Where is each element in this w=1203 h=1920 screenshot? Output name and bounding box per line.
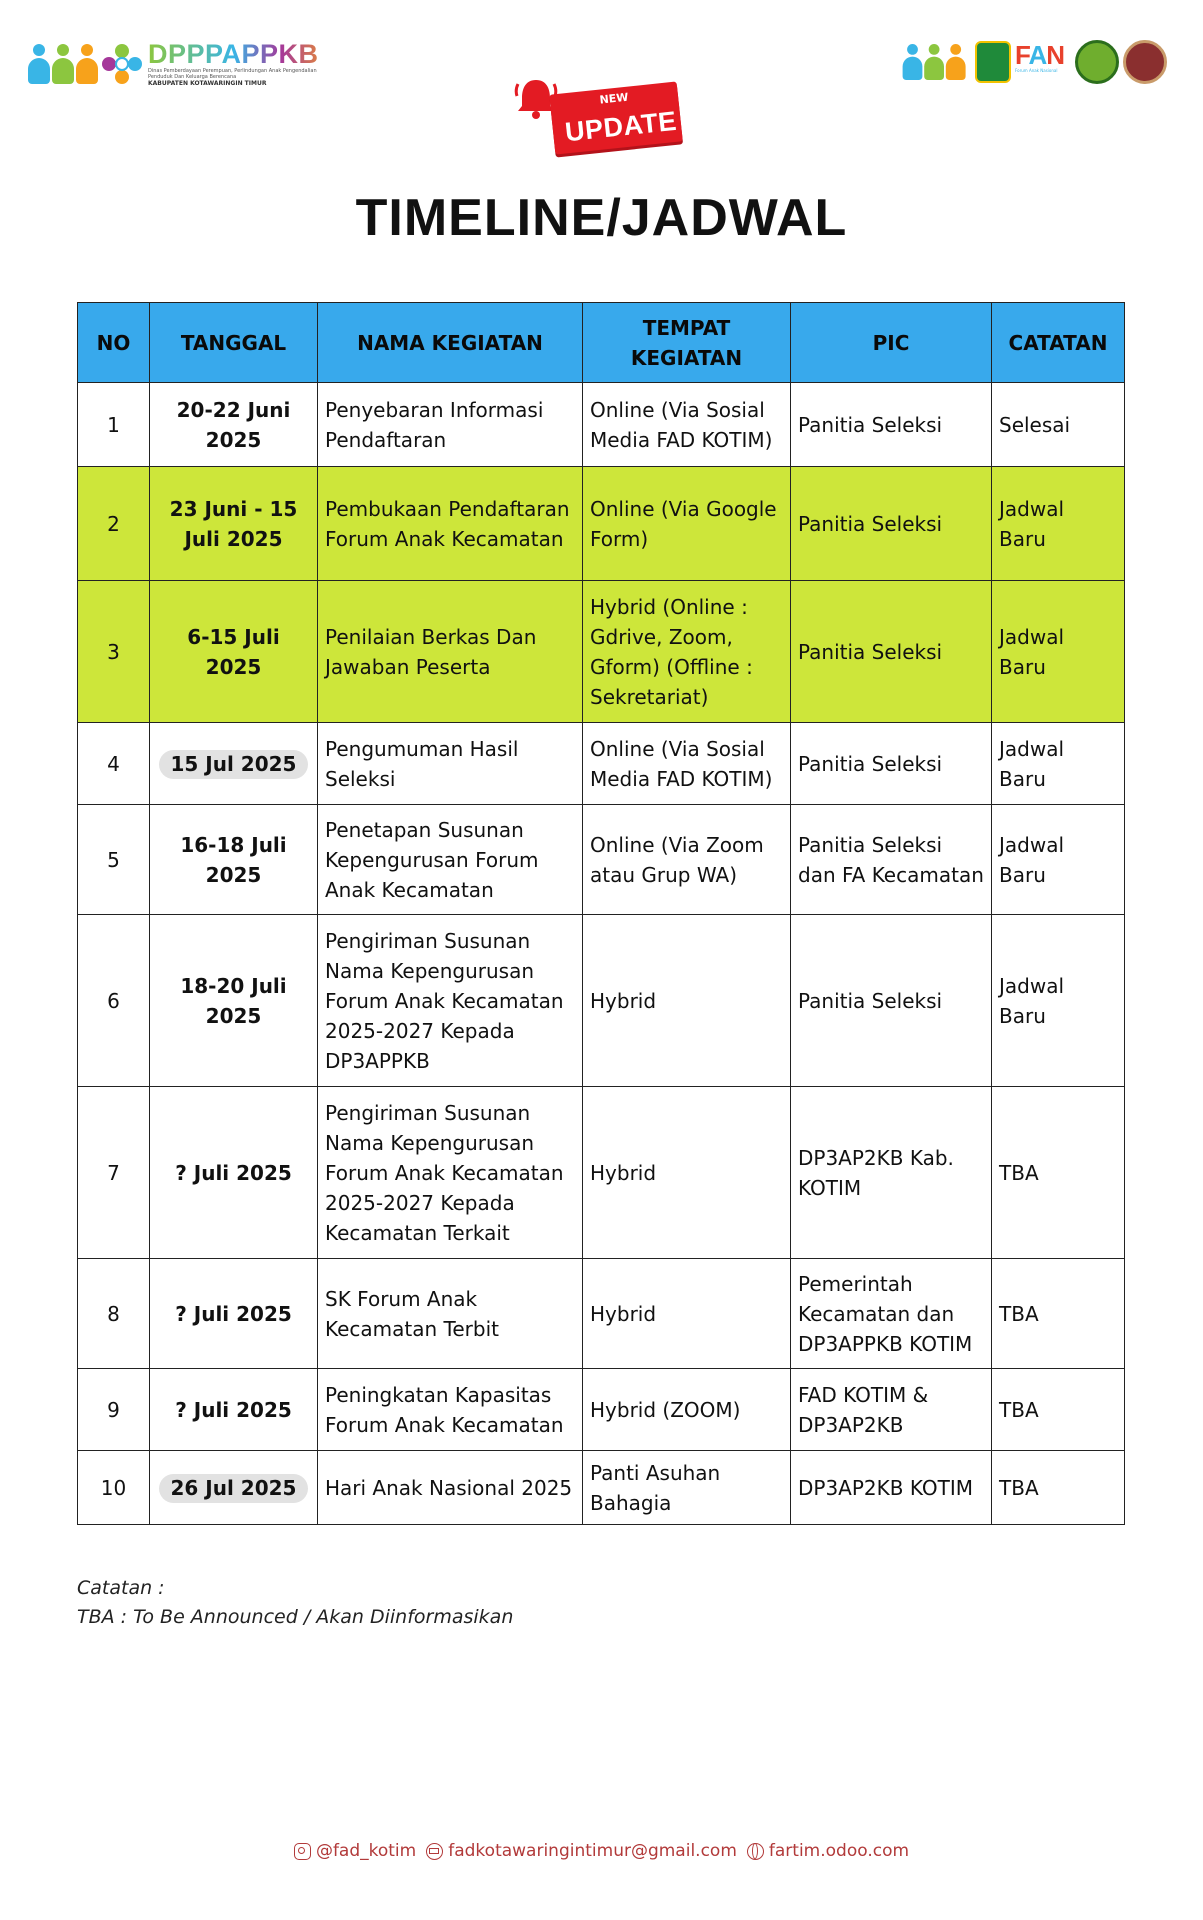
cell-tempat: Panti Asuhan Bahagia xyxy=(583,1451,791,1525)
notes-text: TBA : To Be Announced / Akan Diinformasikan xyxy=(77,1606,514,1628)
table-row xyxy=(78,383,1125,467)
cell-kegiatan: Pengiriman Susunan Nama Kepengurusan Forum Anak Kecamatan 2025-2027 Kepada DP3APPKB xyxy=(318,915,583,1087)
brand-subtitle: Dinas Pemberdayaan Perempuan, Perlindungan Anak Pengendalian Penduduk Dan Keluarga Berencana xyxy=(148,68,317,80)
cell-pic: Panitia Seleksi xyxy=(791,915,992,1087)
cell-no: 6 xyxy=(78,915,150,1087)
cell-no: 4 xyxy=(78,723,150,805)
cell-kegiatan: SK Forum Anak Kecamatan Terbit xyxy=(318,1259,583,1369)
cell-kegiatan: Peningkatan Kapasitas Forum Anak Kecamatan xyxy=(318,1369,583,1451)
column-header-nama-kegiatan: NAMA KEGIATAN xyxy=(318,303,583,383)
cell-catatan: Jadwal Baru xyxy=(992,805,1125,915)
table-row xyxy=(78,467,1125,581)
cell-tempat: Hybrid (Online : Gdrive, Zoom, Gform) (Offline : Sekretariat) xyxy=(583,581,791,723)
cell-catatan: TBA xyxy=(992,1451,1125,1525)
cell-tempat: Hybrid xyxy=(583,1087,791,1259)
cell-no: 10 xyxy=(78,1451,150,1525)
cell-tanggal: 23 Juni - 15 Juli 2025 xyxy=(150,467,318,581)
cell-catatan: TBA xyxy=(992,1259,1125,1369)
cell-tempat: Hybrid (ZOOM) xyxy=(583,1369,791,1451)
date-chip: 26 Jul 2025 xyxy=(159,1474,309,1503)
table-row xyxy=(78,805,1125,915)
footer-email[interactable] xyxy=(426,1841,737,1861)
cell-catatan: TBA xyxy=(992,1087,1125,1259)
cell-tanggal: 20-22 Juni 2025 xyxy=(150,383,318,467)
cell-catatan: TBA xyxy=(992,1369,1125,1451)
cell-no: 7 xyxy=(78,1087,150,1259)
cell-kegiatan: Penetapan Susunan Kepengurusan Forum Anak Kecamatan xyxy=(318,805,583,915)
dpppappkb-logo xyxy=(28,40,338,88)
instagram-icon xyxy=(294,1843,311,1860)
badge-new-label: NEW xyxy=(598,90,629,107)
cell-tanggal xyxy=(150,1451,318,1525)
cell-no: 1 xyxy=(78,383,150,467)
date-chip: 15 Jul 2025 xyxy=(159,750,309,779)
district-seal-icon xyxy=(1075,40,1119,84)
table-row xyxy=(78,723,1125,805)
footer xyxy=(0,1841,1203,1861)
page-title: TIMELINE/JADWAL xyxy=(355,189,848,247)
column-header-pic: PIC xyxy=(791,303,992,383)
cell-catatan: Jadwal Baru xyxy=(992,915,1125,1087)
cell-tanggal: 16-18 Juli 2025 xyxy=(150,805,318,915)
cell-pic: Panitia Seleksi xyxy=(791,383,992,467)
cell-tanggal: 6-15 Juli 2025 xyxy=(150,581,318,723)
cell-catatan: Jadwal Baru xyxy=(992,467,1125,581)
table-header-row xyxy=(78,303,1125,383)
cell-tempat: Hybrid xyxy=(583,915,791,1087)
cell-pic: Panitia Seleksi xyxy=(791,723,992,805)
cell-no: 8 xyxy=(78,1259,150,1369)
table-row xyxy=(78,1369,1125,1451)
badge-update-label: UPDATE xyxy=(563,105,679,148)
cell-catatan: Jadwal Baru xyxy=(992,723,1125,805)
fan-logo: FAN Forum Anak Nasional xyxy=(1015,40,1065,73)
cell-tanggal: ? Juli 2025 xyxy=(150,1259,318,1369)
cell-pic: Panitia Seleksi dan FA Kecamatan xyxy=(791,805,992,915)
cell-kegiatan: Pembukaan Pendaftaran Forum Anak Kecamatan xyxy=(318,467,583,581)
cell-no: 9 xyxy=(78,1369,150,1451)
website-url: fartim.odoo.com xyxy=(768,1841,910,1861)
cell-pic: Panitia Seleksi xyxy=(791,467,992,581)
flower-logo-icon xyxy=(102,44,142,84)
instagram-handle: @fad_kotim xyxy=(315,1841,417,1861)
footer-instagram[interactable] xyxy=(294,1841,416,1861)
children-logo-icon xyxy=(28,44,100,84)
cell-tempat: Online (Via Google Form) xyxy=(583,467,791,581)
cell-tempat: Online (Via Sosial Media FAD KOTIM) xyxy=(583,383,791,467)
cell-tempat: Online (Via Sosial Media FAD KOTIM) xyxy=(583,723,791,805)
globe-icon xyxy=(747,1843,764,1860)
cell-tanggal: ? Juli 2025 xyxy=(150,1369,318,1451)
column-header-tempat-kegiatan: TEMPAT KEGIATAN xyxy=(583,303,791,383)
schedule-table xyxy=(77,302,1125,1525)
cell-pic: DP3AP2KB KOTIM xyxy=(791,1451,992,1525)
cell-catatan: Selesai xyxy=(992,383,1125,467)
notes xyxy=(77,1574,513,1632)
brand-title: DPPPAPPKB xyxy=(148,40,338,68)
cell-tanggal xyxy=(150,723,318,805)
cell-kegiatan: Pengiriman Susunan Nama Kepengurusan Forum Anak Kecamatan 2025-2027 Kepada Kecamatan Terkait xyxy=(318,1087,583,1259)
table-row xyxy=(78,915,1125,1087)
cell-pic: Pemerintah Kecamatan dan DP3APPKB KOTIM xyxy=(791,1259,992,1369)
notes-label: Catatan : xyxy=(77,1577,165,1599)
cell-pic: Panitia Seleksi xyxy=(791,581,992,723)
cell-no: 2 xyxy=(78,467,150,581)
cell-pic: DP3AP2KB Kab. KOTIM xyxy=(791,1087,992,1259)
email-icon xyxy=(426,1843,443,1860)
partner-logos xyxy=(899,40,1167,84)
table-row xyxy=(78,581,1125,723)
cell-kegiatan: Hari Anak Nasional 2025 xyxy=(318,1451,583,1525)
table-row xyxy=(78,1087,1125,1259)
cell-catatan: Jadwal Baru xyxy=(992,581,1125,723)
cell-kegiatan: Penilaian Berkas Dan Jawaban Peserta xyxy=(318,581,583,723)
cell-no: 5 xyxy=(78,805,150,915)
cell-tempat: Hybrid xyxy=(583,1259,791,1369)
cell-pic: FAD KOTIM & DP3AP2KB xyxy=(791,1369,992,1451)
cell-tanggal: ? Juli 2025 xyxy=(150,1087,318,1259)
table-row xyxy=(78,1259,1125,1369)
footer-website[interactable] xyxy=(747,1841,909,1861)
cell-kegiatan: Pengumuman Hasil Seleksi xyxy=(318,723,583,805)
children-logo-icon xyxy=(903,44,968,80)
regency-shield-icon xyxy=(975,41,1011,83)
new-update-badge xyxy=(514,74,694,166)
column-header-catatan: CATATAN xyxy=(992,303,1125,383)
cell-tempat: Online (Via Zoom atau Grup WA) xyxy=(583,805,791,915)
organization-seal-icon xyxy=(1123,40,1167,84)
column-header-no: NO xyxy=(78,303,150,383)
table-row xyxy=(78,1451,1125,1525)
brand-region: KABUPATEN KOTAWARINGIN TIMUR xyxy=(148,80,267,87)
email-address: fadkotawaringintimur@gmail.com xyxy=(448,1841,737,1861)
cell-kegiatan: Penyebaran Informasi Pendaftaran xyxy=(318,383,583,467)
cell-no: 3 xyxy=(78,581,150,723)
column-header-tanggal: TANGGAL xyxy=(150,303,318,383)
cell-tanggal: 18-20 Juli 2025 xyxy=(150,915,318,1087)
